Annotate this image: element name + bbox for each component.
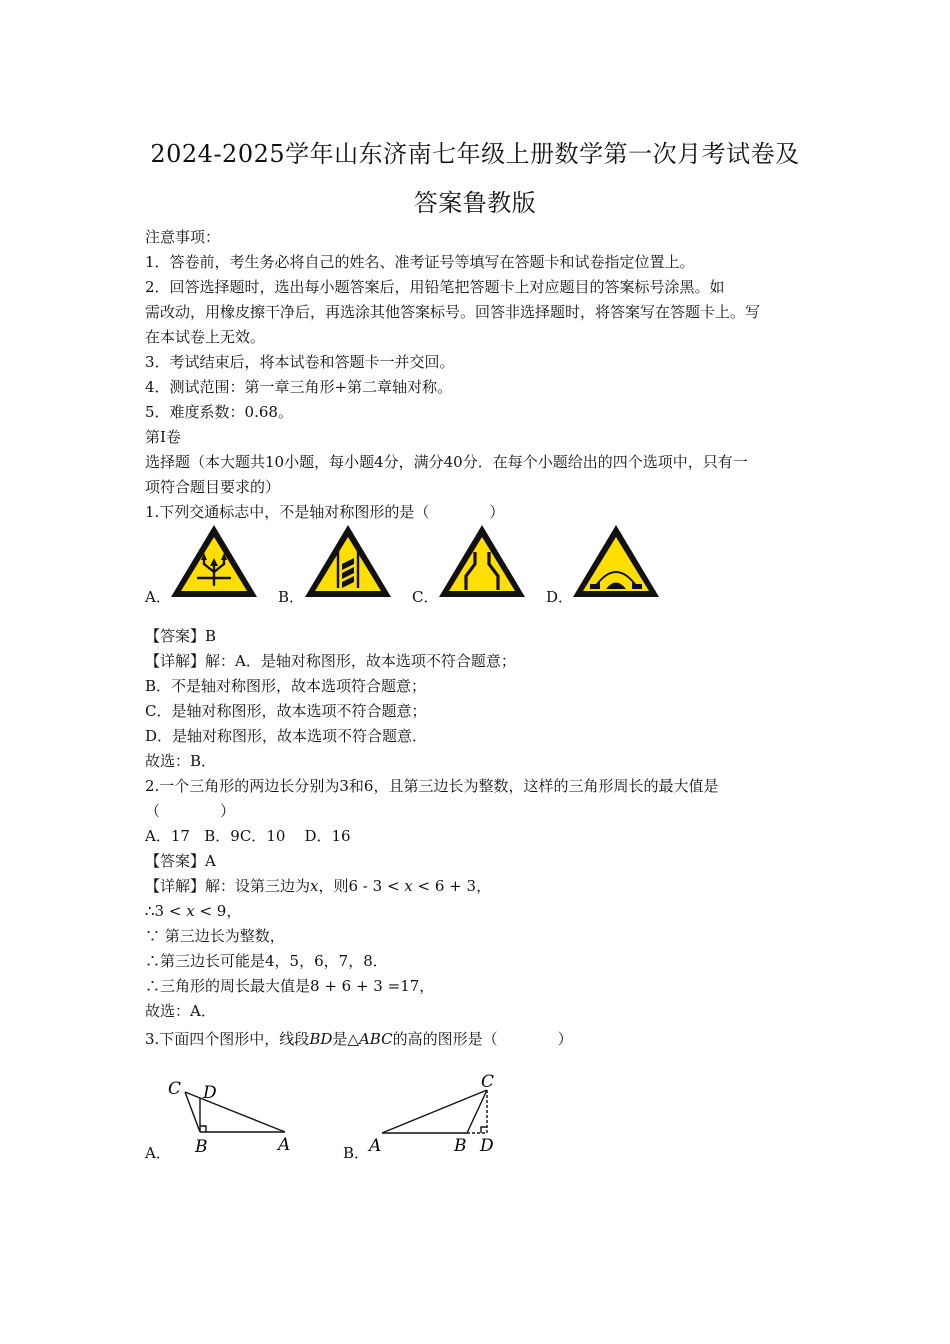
figure-b-label-d: D — [480, 1136, 494, 1156]
q2-exp2-therefore: ∴ — [145, 902, 155, 920]
q2-exp4-text: ∴第三边长可能是 — [145, 952, 266, 970]
q2-exp5-comma: ， — [419, 977, 435, 995]
q2-stem-a: 2.一个三角形的两边长分别为 — [145, 777, 340, 795]
q2-stem-c: （ ） — [145, 802, 236, 820]
q2-exp2-math-var: x — [186, 902, 195, 920]
note-2b: 需改动，用橡皮擦干净后，再选涂其他答案标号。回答非选择题时，将答案写在答题卡上。写 — [145, 303, 761, 321]
q2-stem-b: ，且第三边长为整数，这样的三角形周长的最大值是 — [373, 777, 719, 795]
q3-stem-b: 是 — [332, 1030, 348, 1048]
q2-exp4-period: ． — [372, 952, 388, 970]
figure-b-label-a: A — [369, 1136, 382, 1156]
section-intro-a: 选择题（本大题共10小题，每小题4分，满分40分．在每个小题给出的四个选项中，只有一 — [145, 453, 748, 471]
q2-explanation-2 — [145, 901, 241, 921]
q2-value-3: 3 — [339, 777, 349, 795]
section-intro-b: 项符合题目要求的） — [145, 478, 281, 496]
q3-option-b-label: B． — [343, 1144, 370, 1162]
q2-exp5-math: 8 + 6 + 3 =17 — [310, 977, 420, 995]
q2-explanation-1 — [145, 876, 491, 896]
q2-exp4-values: 4，5，6，7，8 — [265, 952, 373, 970]
q1-explanation-2: B．不是轴对称图形，故本选项符合题意； — [145, 677, 427, 695]
figure-a-right-angle — [200, 1126, 206, 1132]
q1-sign-d-icon — [570, 522, 662, 600]
figure-b-side-ac — [382, 1090, 487, 1133]
q2-option-c-value: 10 — [266, 827, 286, 845]
q1-sign-b-icon — [302, 522, 394, 600]
q3-stem-c: 的高的图形是（ ） — [392, 1030, 573, 1048]
q2-exp2-math-left: 3 < — [154, 902, 187, 920]
q1-option-b-label: B． — [278, 588, 305, 606]
q3-triangle: △ABC — [347, 1030, 393, 1048]
q2-explanation-3: ∵ 第三边长为整数， — [145, 927, 285, 945]
q2-option-c-label: C． — [239, 827, 267, 845]
figure-b-label-c: C — [481, 1072, 495, 1092]
note-5: 5．难度系数：0.68。 — [145, 403, 293, 421]
q2-option-a-value: 17 — [170, 827, 190, 845]
title-line-2: 答案鲁教版 — [413, 189, 537, 217]
note-3: 3．考试结束后，将本试卷和答题卡一并交回。 — [145, 353, 455, 371]
q1-sign-c-icon — [436, 522, 528, 600]
q2-exp1-math-left: 6 - 3 < — [348, 877, 405, 895]
q2-exp1-text: 【详解】解：设第三边为 — [145, 877, 311, 895]
q1-option-d-label: D． — [546, 588, 574, 606]
q2-exp2-comma: ， — [226, 902, 242, 920]
figure-b-label-b: B — [454, 1136, 467, 1156]
q2-exp1-then: ，则 — [318, 877, 349, 895]
q3-option-a-label: A． — [145, 1144, 171, 1162]
q2-option-b-label: B． — [204, 827, 231, 845]
q2-explanation-5 — [145, 976, 434, 996]
q1-option-a-label: A． — [145, 588, 171, 606]
figure-a-side-cb — [185, 1092, 200, 1132]
notes-heading: 注意事项： — [145, 228, 221, 246]
q2-options — [145, 826, 351, 846]
q2-exp1-var: x — [310, 877, 319, 895]
q3-figure-b — [365, 1068, 515, 1156]
figure-a-label-d: D — [203, 1083, 217, 1103]
q1-conclusion: 故选：B． — [145, 752, 217, 770]
q2-stem-line-1 — [145, 776, 718, 796]
q1-option-c-label: C． — [412, 588, 439, 606]
figure-b-right-angle — [481, 1127, 487, 1133]
q2-option-d-label: D． — [304, 827, 332, 845]
q2-option-d-value: 16 — [331, 827, 351, 845]
figure-a-label-c: C — [168, 1079, 182, 1099]
q2-answer: 【答案】A — [145, 852, 216, 870]
figure-a-label-b: B — [195, 1137, 208, 1156]
q2-exp1-math-var: x — [404, 877, 413, 895]
note-1: 1．答卷前，考生务必将自己的姓名、准考证号等填写在答题卡和试卷指定位置上。 — [145, 253, 695, 271]
q2-value-6: 6 — [363, 777, 374, 795]
title-line-1: 2024-2025学年山东济南七年级上册数学第一次月考试卷及 — [150, 140, 800, 168]
q1-explanation-3: C．是轴对称图形，故本选项不符合题意； — [145, 702, 427, 720]
q2-option-b-value: 9 — [230, 827, 240, 845]
q2-exp2-math-right: < 9 — [194, 902, 227, 920]
q3-segment: BD — [309, 1030, 333, 1048]
q1-explanation-1: 【详解】解：A．是轴对称图形，故本选项不符合题意； — [145, 652, 516, 670]
q2-option-a-label: A． — [145, 827, 171, 845]
q1-sign-a-icon — [168, 522, 260, 600]
q3-stem — [145, 1029, 573, 1049]
q1-explanation-4: D．是轴对称图形，故本选项不符合题意． — [145, 727, 428, 745]
q2-exp1-math-right: < 6 + 3 — [412, 877, 477, 895]
note-2c: 在本试卷上无效。 — [145, 328, 266, 346]
note-4: 4．测试范围：第一章三角形+第二章轴对称。 — [145, 378, 453, 396]
q1-answer: 【答案】B — [145, 627, 217, 645]
note-2a: 2．回答选择题时，选出每小题答案后，用铅笔把答题卡上对应题目的答案标号涂黑。如 — [145, 278, 725, 296]
q2-stem-and: 和 — [348, 777, 364, 795]
q1-stem: 1.下列交通标志中，不是轴对称图形的是（ ） — [145, 503, 505, 521]
figure-a-label-a: A — [278, 1135, 291, 1155]
volume-label: 第Ⅰ卷 — [145, 428, 181, 446]
q2-exp1-comma: ， — [476, 877, 492, 895]
q2-explanation-4 — [145, 951, 388, 971]
q2-conclusion: 故选：A． — [145, 1002, 216, 1020]
q3-figure-a — [160, 1074, 300, 1156]
q3-stem-a: 3.下面四个图形中，线段 — [145, 1030, 310, 1048]
q2-exp5-text: ∴三角形的周长最大值是 — [145, 977, 311, 995]
